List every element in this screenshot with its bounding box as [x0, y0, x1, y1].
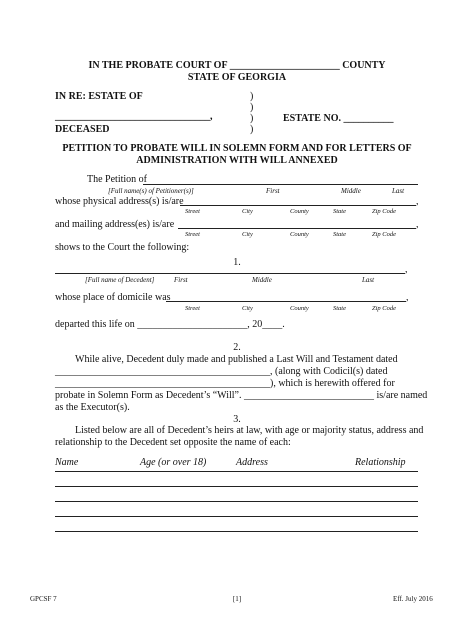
state-caption: State [333, 208, 346, 215]
petition-title-line2: ADMINISTRATION WITH WILL ANNEXED [136, 155, 338, 166]
heir-row-line[interactable] [55, 471, 418, 472]
will-text-line1: While alive, Decedent duly made and published a Last Will and Testament dated [75, 354, 398, 365]
city-caption: City [242, 305, 253, 312]
county-caption: County [290, 208, 309, 215]
first-name-caption: First [266, 187, 280, 195]
court-heading: IN THE PROBATE COURT OF ______________________ COUNTY [88, 60, 386, 71]
petitioner-name-caption: [Full name(s) of Petitioner(s)] [108, 187, 194, 195]
decedent-name-line[interactable] [55, 273, 405, 274]
column-relationship: Relationship [355, 457, 406, 468]
form-id: GPCSF 7 [30, 595, 57, 603]
county-caption: County [290, 305, 309, 312]
section-3-number: 3. [233, 414, 241, 425]
mailing-address-label: and mailing address(es) is/are [55, 219, 175, 230]
domicile-line[interactable] [166, 301, 406, 302]
shows-court-text: shows to the Court the following: [55, 242, 190, 253]
caption-paren: ) [250, 102, 254, 113]
section-1-number: 1. [233, 257, 241, 268]
mailing-address-line[interactable] [178, 228, 416, 229]
caption-paren: ) [250, 124, 254, 135]
heirs-text-line2: relationship to the Decedent set opposite the name of each: [55, 437, 291, 448]
deceased-label: DECEASED [55, 124, 110, 135]
caption-paren: ) [250, 91, 254, 102]
physical-address-label: whose physical address(s) is/are [55, 196, 184, 207]
domicile-label: whose place of domicile was [55, 292, 171, 303]
heir-row-line[interactable] [55, 516, 418, 517]
zip-caption: Zip Code [372, 305, 397, 312]
will-text-line2[interactable]: ___________________________________________, (along with Codicil(s) dated [55, 366, 388, 377]
state-caption: State [333, 305, 346, 312]
middle-name-caption: Middle [252, 276, 272, 284]
last-name-caption: Last [362, 276, 375, 284]
page-number: [1] [232, 595, 242, 603]
zip-caption: Zip Code [372, 208, 397, 215]
effective-date: Eff. July 2016 [393, 595, 433, 603]
decedent-name-caption: [Full name of Decedent] [85, 276, 155, 284]
first-name-caption: First [174, 276, 188, 284]
will-text-line5: as the Executor(s). [55, 402, 130, 413]
heirs-text-line1: Listed below are all of Decedent’s heirs at law, with age or majority status, address and [75, 425, 424, 436]
estate-name-blank[interactable]: _______________________________, [55, 111, 213, 122]
street-caption: Street [185, 208, 200, 215]
section-2-number: 2. [233, 342, 241, 353]
will-text-line4[interactable]: probate in Solemn Form as Decedent’s “Will”. __________________________ is/are named [55, 390, 428, 401]
last-name-caption: Last [392, 187, 405, 195]
county-caption: County [290, 231, 309, 238]
heir-row-line[interactable] [55, 501, 418, 502]
petition-of-label: The Petition of [87, 174, 147, 185]
column-age: Age (or over 18) [140, 457, 207, 468]
street-caption: Street [185, 305, 200, 312]
state-caption: State [333, 231, 346, 238]
column-name: Name [55, 457, 79, 468]
caption-paren: ) [250, 113, 254, 124]
petitioner-name-line[interactable] [143, 184, 418, 185]
petition-title-line1: PETITION TO PROBATE WILL IN SOLEMN FORM AND FOR LETTERS OF [62, 143, 412, 154]
middle-name-caption: Middle [341, 187, 361, 195]
city-caption: City [242, 208, 253, 215]
physical-address-line[interactable] [180, 205, 416, 206]
estate-number-field[interactable]: ESTATE NO. __________ [283, 113, 394, 124]
will-text-line3[interactable]: ___________________________________________), which is herewith offered for [55, 378, 395, 389]
heir-row-line[interactable] [55, 486, 418, 487]
zip-caption: Zip Code [372, 231, 397, 238]
column-address: Address [236, 457, 268, 468]
date-of-death-line[interactable]: departed this life on ______________________, 20____. [55, 319, 285, 330]
street-caption: Street [185, 231, 200, 238]
heir-row-line[interactable] [55, 531, 418, 532]
city-caption: City [242, 231, 253, 238]
state-heading: STATE OF GEORGIA [187, 72, 287, 83]
in-re-label: IN RE: ESTATE OF [55, 91, 143, 102]
